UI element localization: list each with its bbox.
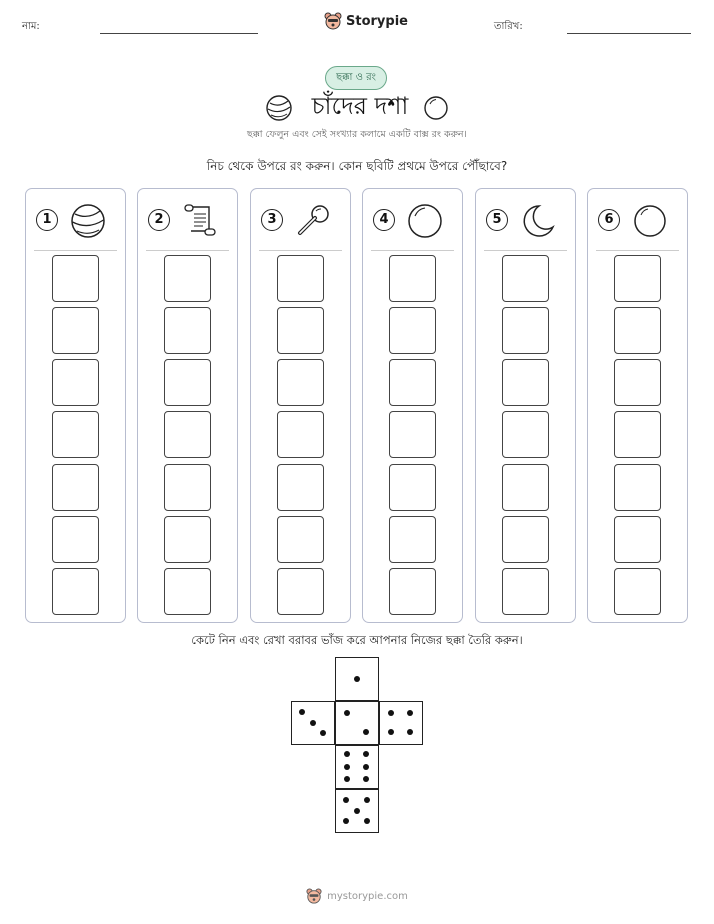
dice-pip (407, 729, 413, 735)
color-box[interactable] (502, 464, 549, 511)
color-box[interactable] (614, 516, 661, 563)
color-box[interactable] (52, 359, 99, 406)
page-title: চাঁদের দশা (311, 92, 409, 120)
column-5 (475, 188, 576, 623)
color-box[interactable] (502, 359, 549, 406)
color-box[interactable] (502, 568, 549, 615)
color-box[interactable] (164, 516, 211, 563)
column-header (26, 203, 125, 239)
color-box[interactable] (52, 464, 99, 511)
color-box[interactable] (277, 516, 324, 563)
color-box[interactable] (502, 411, 549, 458)
pin-icon (294, 203, 334, 239)
column-number: 5 (486, 209, 508, 231)
color-box[interactable] (52, 307, 99, 354)
crescent-moon-icon (519, 203, 559, 239)
color-box[interactable] (502, 307, 549, 354)
dice-pip (407, 710, 413, 716)
column-2 (137, 188, 238, 623)
column-6 (587, 188, 688, 623)
date-label: তারিখ: (494, 21, 523, 32)
date-line[interactable] (567, 33, 691, 34)
dice-pip (354, 808, 360, 814)
column-1 (25, 188, 126, 623)
column-4 (362, 188, 463, 623)
dice-pip (364, 818, 370, 824)
color-box[interactable] (164, 255, 211, 302)
bubble-icon (423, 95, 449, 121)
column-number: 2 (148, 209, 170, 231)
dice-pip (363, 776, 369, 782)
bear-icon (324, 12, 342, 30)
full-moon-icon (631, 203, 671, 239)
column-3 (250, 188, 351, 623)
dice-pip (344, 710, 350, 716)
color-box[interactable] (389, 411, 436, 458)
name-label: নাম: (22, 21, 40, 32)
bear-icon (306, 888, 322, 904)
striped-ball-icon (69, 203, 109, 239)
color-box[interactable] (614, 411, 661, 458)
dice-face-1 (335, 657, 379, 701)
brand-name: Storypie (346, 13, 408, 29)
striped-ball-icon (265, 94, 293, 122)
name-line[interactable] (100, 33, 258, 34)
color-box[interactable] (614, 255, 661, 302)
color-box[interactable] (614, 307, 661, 354)
column-divider (484, 250, 567, 251)
color-box[interactable] (277, 464, 324, 511)
dice-pip (344, 751, 350, 757)
column-number: 3 (261, 209, 283, 231)
color-box[interactable] (164, 359, 211, 406)
column-header (363, 203, 462, 239)
column-number: 1 (36, 209, 58, 231)
cut-instruction: কেটে নিন এবং রেখা বরাবর ভাঁজ করে আপনার নিজের ছক্কা তৈরি করুন। (191, 633, 523, 647)
dice-pip (344, 764, 350, 770)
color-box[interactable] (277, 568, 324, 615)
bubble-icon (406, 203, 446, 239)
color-box[interactable] (52, 516, 99, 563)
column-divider (371, 250, 454, 251)
color-box[interactable] (614, 568, 661, 615)
dice-face-3 (291, 701, 335, 745)
color-box[interactable] (52, 255, 99, 302)
color-box[interactable] (389, 516, 436, 563)
dice-pip (310, 720, 316, 726)
dice-pip (388, 710, 394, 716)
color-box[interactable] (502, 516, 549, 563)
color-box[interactable] (389, 359, 436, 406)
color-box[interactable] (614, 464, 661, 511)
column-header (251, 203, 350, 239)
column-header (476, 203, 575, 239)
color-box[interactable] (277, 255, 324, 302)
column-number: 4 (373, 209, 395, 231)
instruction: নিচ থেকে উপরে রং করুন। কোন ছবিটি প্রথমে উপরে পৌঁছাবে? (206, 159, 508, 173)
column-divider (34, 250, 117, 251)
color-box[interactable] (277, 359, 324, 406)
dice-pip (343, 818, 349, 824)
dice-face-2 (335, 701, 379, 745)
color-box[interactable] (164, 464, 211, 511)
color-box[interactable] (164, 411, 211, 458)
footer-url[interactable]: mystorypie.com (327, 890, 408, 902)
dice-pip (363, 729, 369, 735)
color-box[interactable] (389, 255, 436, 302)
column-divider (596, 250, 679, 251)
dice-pip (363, 751, 369, 757)
dice-pip (363, 764, 369, 770)
dice-pip (299, 709, 305, 715)
color-box[interactable] (52, 411, 99, 458)
scroll-icon (181, 203, 221, 239)
dice-pip (354, 676, 360, 682)
dice-pip (343, 797, 349, 803)
color-box[interactable] (389, 464, 436, 511)
color-box[interactable] (164, 307, 211, 354)
dice-face-5 (335, 789, 379, 833)
dice-pip (320, 730, 326, 736)
color-box[interactable] (277, 411, 324, 458)
subtitle: ছক্কা ফেলুন এবং সেই সংখ্যার কলামে একটি বাক্স রং করুন। (247, 129, 467, 140)
column-header (138, 203, 237, 239)
column-divider (146, 250, 229, 251)
dice-face-6 (335, 745, 379, 789)
column-number: 6 (598, 209, 620, 231)
color-box[interactable] (52, 568, 99, 615)
color-box[interactable] (614, 359, 661, 406)
column-header (588, 203, 687, 239)
color-box[interactable] (164, 568, 211, 615)
color-box[interactable] (389, 568, 436, 615)
brand-logo (324, 12, 408, 30)
dice-pip (344, 776, 350, 782)
color-box[interactable] (389, 307, 436, 354)
category-badge: ছক্কা ও রং (325, 66, 387, 90)
color-box[interactable] (277, 307, 324, 354)
column-divider (259, 250, 342, 251)
dice-pip (388, 729, 394, 735)
footer (0, 888, 714, 904)
color-box[interactable] (502, 255, 549, 302)
dice-face-4 (379, 701, 423, 745)
dice-pip (364, 797, 370, 803)
